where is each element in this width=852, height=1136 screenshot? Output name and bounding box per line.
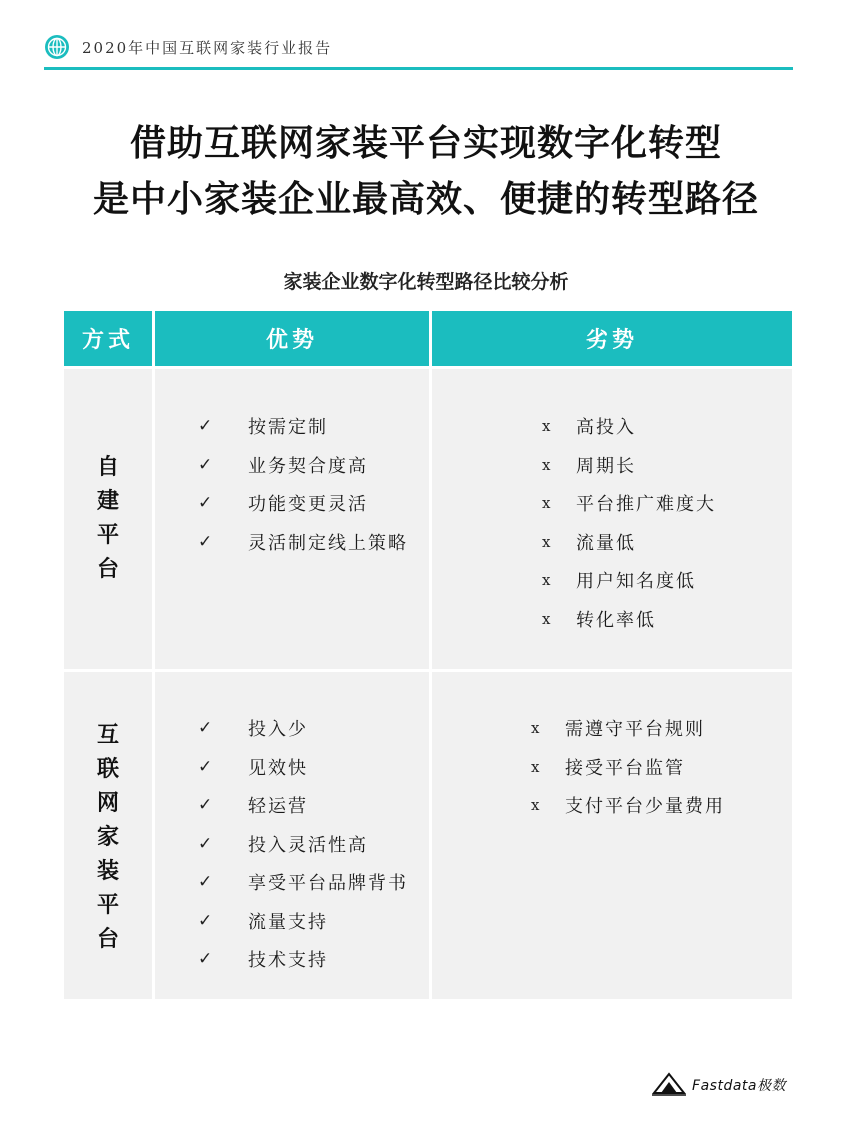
check-icon: ✓: [198, 531, 215, 552]
row-2-method-cell: [64, 672, 152, 999]
disadvantage-item: [542, 600, 716, 639]
check-icon: ✓: [198, 718, 215, 739]
method-char: 平: [96, 892, 119, 918]
advantage-item: [198, 863, 408, 902]
method-char: 互: [96, 722, 119, 748]
disadvantage-item: [542, 523, 716, 562]
check-icon: ✓: [198, 949, 215, 970]
table-caption: 家装企业数字化转型路径比较分析: [283, 271, 569, 293]
method-char: 建: [96, 488, 119, 514]
item-label: 平台推广难度大: [576, 494, 716, 516]
brand-logo: [652, 1071, 786, 1099]
item-label: 周期长: [576, 455, 636, 477]
method-char: 台: [96, 556, 119, 582]
disadvantage-item: [531, 786, 725, 825]
item-label: 接受平台监管: [565, 757, 685, 779]
advantage-item: [198, 825, 408, 864]
row-1-pros-list: [198, 407, 408, 561]
advantage-item: [198, 446, 408, 485]
check-icon: ✓: [198, 493, 215, 514]
item-label: 用户知名度低: [576, 571, 696, 593]
report-header: [44, 33, 332, 61]
cross-icon: x: [542, 417, 553, 436]
method-char: 网: [96, 790, 119, 816]
disadvantage-item: [542, 561, 716, 600]
advantage-item: [198, 748, 408, 787]
cross-icon: x: [531, 719, 542, 738]
row-1-pros-cell: [155, 369, 429, 669]
check-icon: ✓: [198, 416, 215, 437]
row-1-cons-cell: [432, 369, 792, 669]
mountain-logo-icon: [652, 1071, 686, 1099]
item-label: 流量低: [576, 532, 636, 554]
header-method: 方式: [64, 311, 152, 366]
cross-icon: x: [542, 494, 553, 513]
cross-icon: x: [542, 571, 553, 590]
row-2-cons-cell: [432, 672, 792, 999]
check-icon: ✓: [198, 872, 215, 893]
disadvantage-item: [531, 709, 725, 748]
advantage-item: [198, 709, 408, 748]
brand-name: Fastdata极数: [692, 1078, 786, 1094]
disadvantage-item: [542, 484, 716, 523]
disadvantage-item: [542, 446, 716, 485]
item-label: 技术支持: [248, 950, 328, 972]
item-label: 灵活制定线上策略: [248, 532, 408, 554]
advantage-item: [198, 786, 408, 825]
row-2-method: [64, 718, 152, 956]
report-title: 2020年中国互联网家装行业报告: [82, 38, 333, 57]
item-label: 支付平台少量费用: [565, 796, 725, 818]
item-label: 功能变更灵活: [248, 494, 368, 516]
check-icon: ✓: [198, 833, 215, 854]
item-label: 转化率低: [576, 609, 656, 631]
method-char: 平: [96, 522, 119, 548]
check-icon: ✓: [198, 795, 215, 816]
advantage-item: [198, 902, 408, 941]
advantage-item: [198, 523, 408, 562]
method-char: 家: [96, 824, 119, 850]
row-2-pros-list: [198, 709, 408, 979]
item-label: 流量支持: [248, 911, 328, 933]
disadvantage-item: [542, 407, 716, 446]
item-label: 轻运营: [248, 796, 308, 818]
item-label: 业务契合度高: [248, 455, 368, 477]
item-label: 投入少: [248, 719, 308, 741]
check-icon: ✓: [198, 756, 215, 777]
method-char: 联: [96, 756, 119, 782]
item-label: 需遵守平台规则: [565, 719, 705, 741]
method-char: 装: [96, 858, 119, 884]
check-icon: ✓: [198, 910, 215, 931]
header-divider: [44, 67, 793, 70]
advantage-item: [198, 484, 408, 523]
page-title-line-2: 是中小家装企业最高效、便捷的转型路径: [92, 179, 759, 220]
cross-icon: x: [531, 796, 542, 815]
check-icon: ✓: [198, 454, 215, 475]
item-label: 见效快: [248, 757, 308, 779]
row-1-cons-list: [542, 407, 716, 638]
item-label: 享受平台品牌背书: [248, 873, 408, 895]
advantage-item: [198, 407, 408, 446]
item-label: 按需定制: [248, 417, 328, 439]
advantage-item: [198, 940, 408, 979]
row-1-method-cell: [64, 369, 152, 669]
item-label: 高投入: [576, 417, 636, 439]
comparison-table: [64, 311, 792, 999]
row-1-method: [64, 450, 152, 586]
item-label: 投入灵活性高: [248, 834, 368, 856]
method-char: 自: [96, 454, 119, 480]
header-cons: 劣势: [432, 311, 792, 366]
cross-icon: x: [531, 757, 542, 776]
row-2-cons-list: [531, 709, 725, 825]
cross-icon: x: [542, 455, 553, 474]
header-pros: 优势: [155, 311, 429, 366]
globe-icon: [44, 34, 70, 60]
disadvantage-item: [531, 748, 725, 787]
cross-icon: x: [542, 532, 553, 551]
page-title: [0, 116, 852, 228]
cross-icon: x: [542, 609, 553, 628]
method-char: 台: [96, 926, 119, 952]
page-title-line-1: 借助互联网家装平台实现数字化转型: [129, 123, 722, 164]
row-2-pros-cell: [155, 672, 429, 999]
